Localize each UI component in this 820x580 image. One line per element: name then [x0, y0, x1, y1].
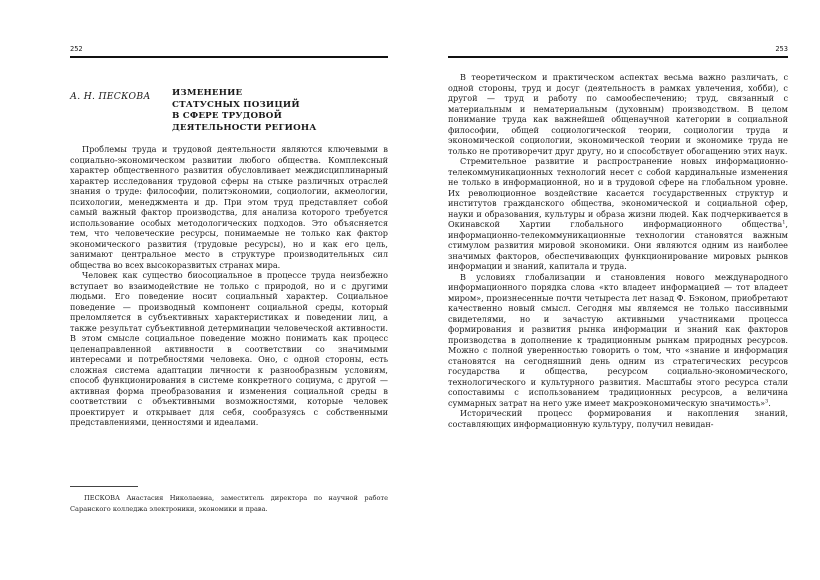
title-line: СТАТУСНЫХ ПОЗИЦИЙ [172, 99, 300, 110]
header-rule-left [70, 56, 388, 58]
paragraph [448, 408, 788, 429]
footnote-marker: 3 [765, 397, 769, 404]
paragraph [448, 156, 788, 272]
body-text-right [448, 72, 788, 429]
page-number-right: 253 [775, 45, 788, 53]
paragraph-text-continued: , информационно-телекоммуникационные технологии становятся важным стимулом развития мировой экономики. Они являются одним из наиболее значимых факторов, обеспечивающих функционирование мировых рынков информации и знаний, капитала и труда. [448, 219, 788, 271]
author-footnote: ПЕСКОВА Анастасия Николаевна, заместитель директора по научной работе Саранского колледжа электроники, экономики и права. [70, 494, 388, 513]
paragraph-text: В условиях глобализации и становления нового международного информационного порядка слова «кто владеет информацией — тот владеет миром», произнесенные почти четыреста лет назад Ф. Бэконом, приобретают качественно новый смысл. Сегодня мы являемся не только пассивными свидетелями, но и зачастую активными участниками процесса формирования и развития рынка информации и знаний как факторов производства в дополнение к традиционным рынкам природных ресурсов. Можно с полной уверенностью говорить о том, что «знание и информация становятся на сегодняшний день одним из стратегических ресурсов государства и общества, ресурсом социально-экономического, технологического и культурного развития. Масштабы этого ресурса стали сопоставимы с использованием традиционных ресурсов, а величина суммарных затрат на него уже имеет макроэкономическую значимость» [448, 271, 788, 408]
paragraph [448, 72, 788, 156]
page-number-left: 252 [70, 45, 83, 53]
body-text-left [70, 144, 388, 428]
footnote-rule [70, 486, 138, 487]
article-title [172, 88, 317, 134]
title-line: В СФЕРЕ ТРУДОВОЙ [172, 111, 282, 121]
paragraph: Человек как существо биосоциальное в процессе труда неизбежно вступает во взаимодействие не только с природой, но и с другими людьми. Его поведение носит социальный характер. Социальное поведение — производный компонент социальной среды, который преломляется в субъективных характеристиках и поведении лиц, а также результат субъективной детерминации человеческой активности. В этом смысле социальное поведение можно понимать как процесс целенаправленной активности в соответствии со значимыми интересами и потребностями человека. Оно, с одной стороны, есть сложная система адаптации личности к разнообразным условиям, способ функционирования в системе конкретного социума, с другой — активная форма преобразования и изменения социальной среды в соответствии с объективными возможностями, которые человек проектирует и открывает для себя, сообразуясь с собственными представлениями, ценностями и идеалами. [70, 270, 388, 427]
author-name: А. Н. ПЕСКОВА [70, 91, 151, 102]
paragraph-text: Исторический процесс формирования и накопления знаний, составляющих информационную культуру, получил невидан- [448, 408, 788, 429]
header-rule-right [448, 56, 788, 58]
paragraph-text: В теоретическом и практическом аспектах весьма важно различать, с одной стороны, труд и досуг (деятельность в рамках увлечения, хобби), с другой — труд и работу по самообеспечению; труд, связанный с материальным и нематериальным (духовным) производством. В целом понимание труда как важнейшей общенаучной категории в социальной философии, общей социологической теории, социологии труда и экономической социологии, экономической теории и экономике труда не только не противоречит друг другу, но и способствует обогащению этих наук. [448, 72, 788, 156]
paragraph [448, 272, 788, 409]
paragraph-text: Стремительное развитие и распространение новых информационно-телекоммуникационных технологий несет с собой кардинальные изменения не только в информационной, но и в трудовой сфере на глобальном уровне. Их революционное воздействие касается государственных структур и институтов гражданского общества, экономической и социальной сфер, науки и образования, культуры и образа жизни людей. Как подчеркивается в Окинавской Хартии глобального информационного общества [448, 156, 788, 229]
title-line: ИЗМЕНЕНИЕ [172, 88, 243, 98]
title-line: ДЕЯТЕЛЬНОСТИ РЕГИОНА [172, 122, 317, 133]
footnote-marker: 1 [782, 219, 786, 226]
paragraph: Проблемы труда и трудовой деятельности являются ключевыми в социально-экономическом развитии любого общества. Комплексный характер общественного развития обусловливает междисциплинарный характер исследования трудовой сферы на стыке различных отраслей знания о труде: философии, политэкономии, социологии, акмеологии, психологии, менеджмента и др. При этом труд представляет собой самый важный фактор производства, для анализа которого требуется использование особых методологических подходов. Это объясняется тем, что человеческие ресурсы, понимаемые не только как фактор экономического развития (трудовые ресурсы), но и как его цель, занимают центральное место в структуре производительных сил общества во всех высокоразвитых странах мира. [70, 144, 388, 270]
right-page [410, 0, 820, 580]
paragraph-text-continued: . [768, 397, 771, 408]
